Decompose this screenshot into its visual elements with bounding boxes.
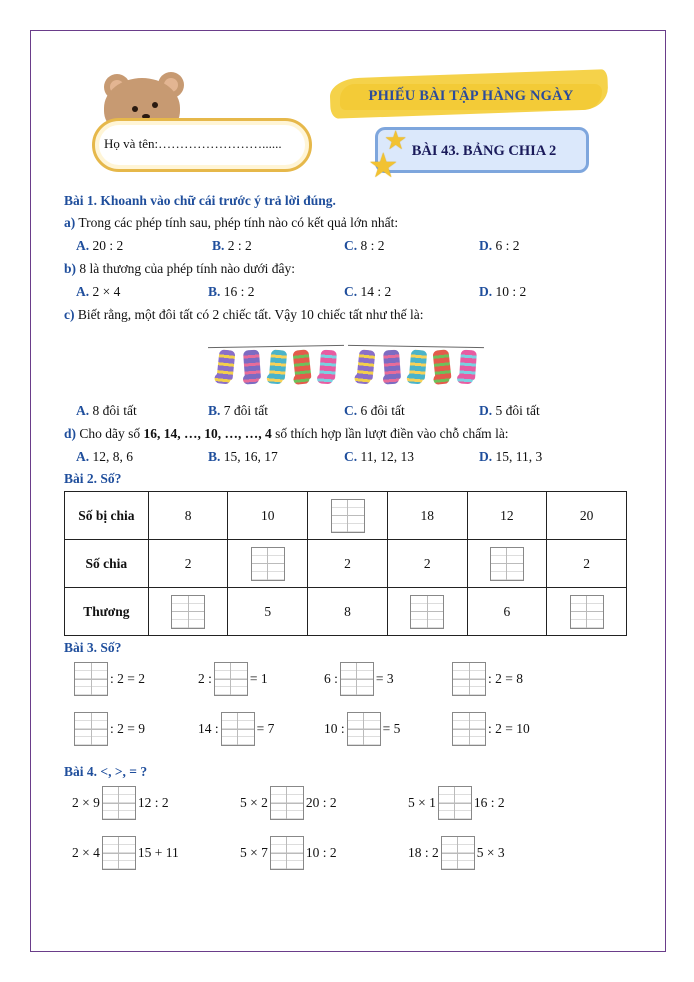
bai1-a-text: Trong các phép tính sau, phép tính nào có kết quả lớn nhất: <box>78 215 399 230</box>
bai1-b-option-c[interactable]: C. 14 : 2 <box>344 284 392 299</box>
answer-box[interactable] <box>74 662 108 696</box>
answer-grid[interactable] <box>410 595 444 629</box>
answer-box[interactable] <box>74 712 108 746</box>
division-exercise <box>72 662 145 696</box>
division-exercise <box>450 662 523 696</box>
table-cell: 2 <box>308 540 388 588</box>
comparison-exercise <box>240 786 337 820</box>
comparison-left: 5 × 7 <box>240 845 268 860</box>
table-cell: 2 <box>387 540 467 588</box>
bai1-c-option-b[interactable]: B. 7 đôi tất <box>208 403 269 418</box>
answer-box[interactable] <box>467 540 547 588</box>
bai1-c-option-d[interactable]: D. 5 đôi tất <box>479 403 540 418</box>
sheet-title: PHIẾU BÀI TẬP HÀNG NGÀY <box>368 88 574 104</box>
answer-box[interactable] <box>452 662 486 696</box>
comparison-right: 20 : 2 <box>305 795 337 810</box>
bai1-d-sequence: 16, 14, …, 10, …, …, 4 <box>143 426 272 441</box>
comparison-exercise <box>408 786 505 820</box>
bai1-c-label: c) <box>64 307 75 322</box>
compare-box[interactable] <box>270 836 304 870</box>
table-cell: 10 <box>228 492 308 540</box>
table-cell: 5 <box>228 588 308 636</box>
comparison-left: 2 × 4 <box>72 845 100 860</box>
bai1-d-option-c[interactable]: C. 11, 12, 13 <box>344 449 414 464</box>
bai1-a-option-d[interactable]: D. 6 : 2 <box>479 238 520 253</box>
exercise-left: 2 : <box>198 671 212 686</box>
answer-box[interactable] <box>221 712 255 746</box>
comparison-left: 18 : 2 <box>408 845 439 860</box>
bai1-d-option-a[interactable]: A. 12, 8, 6 <box>76 449 133 464</box>
table-cell: 20 <box>547 492 627 540</box>
answer-box[interactable] <box>452 712 486 746</box>
lesson-title: BÀI 43. BẢNG CHIA 2 <box>411 143 557 159</box>
bai1-title: Bài 1. Khoanh vào chữ cái trước ý trả lời đúng. <box>64 193 336 208</box>
exercise-right: = 5 <box>382 721 401 736</box>
answer-box[interactable] <box>387 588 467 636</box>
exercise-right: = 7 <box>256 721 275 736</box>
bai3-title: Bài 3. Số? <box>64 640 122 655</box>
comparison-right: 10 : 2 <box>305 845 337 860</box>
table-row <box>65 492 627 540</box>
table-row <box>65 588 627 636</box>
bai1-a-option-c[interactable]: C. 8 : 2 <box>344 238 385 253</box>
bai1-d-option-b[interactable]: B. 15, 16, 17 <box>208 449 278 464</box>
bai1-c-text: Biết rằng, một đôi tất có 2 chiếc tất. Vậy 10 chiếc tất như thế là: <box>77 307 424 322</box>
comparison-right: 12 : 2 <box>137 795 169 810</box>
compare-box[interactable] <box>102 786 136 820</box>
bai1-c-option-a[interactable]: A. 8 đôi tất <box>76 403 137 418</box>
division-exercise <box>198 712 274 746</box>
name-field[interactable]: Họ và tên:……………………...... <box>104 136 282 151</box>
answer-box[interactable] <box>347 712 381 746</box>
comparison-exercise <box>72 836 179 870</box>
answer-grid[interactable] <box>570 595 604 629</box>
bai2-title: Bài 2. Số? <box>64 471 122 486</box>
bai1-a-option-a[interactable]: A. 20 : 2 <box>76 238 124 253</box>
star-icon: ★ <box>368 148 399 185</box>
exercise-right: : 2 = 10 <box>488 721 530 736</box>
compare-box[interactable] <box>438 786 472 820</box>
comparison-right: 5 × 3 <box>476 845 505 860</box>
row-header: Thương <box>65 588 149 636</box>
table-cell: 2 <box>547 540 627 588</box>
comparison-left: 2 × 9 <box>72 795 100 810</box>
comparison-right: 15 + 11 <box>137 845 179 860</box>
answer-grid[interactable] <box>251 547 285 581</box>
bai1-b-option-a[interactable]: A. 2 × 4 <box>76 284 121 299</box>
row-header: Số bị chia <box>65 492 149 540</box>
bai1-b-label: b) <box>64 261 77 276</box>
answer-grid[interactable] <box>331 499 365 533</box>
answer-box[interactable] <box>340 662 374 696</box>
table-cell: 2 <box>148 540 228 588</box>
table-cell: 18 <box>387 492 467 540</box>
exercise-right: = 3 <box>375 671 394 686</box>
table-cell: 8 <box>308 588 388 636</box>
answer-grid[interactable] <box>171 595 205 629</box>
table-cell: 12 <box>467 492 547 540</box>
bai1-c-question <box>64 307 423 323</box>
division-exercise <box>324 712 400 746</box>
comparison-right: 16 : 2 <box>473 795 505 810</box>
bai1-b-option-b[interactable]: B. 16 : 2 <box>208 284 255 299</box>
division-exercise <box>450 712 530 746</box>
bai1-d-option-d[interactable]: D. 15, 11, 3 <box>479 449 543 464</box>
bai1-a-option-b[interactable]: B. 2 : 2 <box>212 238 252 253</box>
bai1-a-question <box>64 215 398 231</box>
division-exercise <box>198 662 268 696</box>
row-header: Số chia <box>65 540 149 588</box>
bai1-b-question <box>64 261 295 277</box>
bai1-d-text-post: số thích hợp lần lượt điền vào chỗ chấm là: <box>271 426 509 441</box>
division-exercise <box>324 662 394 696</box>
bai1-d-label: d) <box>64 426 77 441</box>
answer-box[interactable] <box>214 662 248 696</box>
compare-box[interactable] <box>441 836 475 870</box>
bai1-d-text-pre: Cho dãy số <box>79 426 144 441</box>
bai2-table <box>64 491 627 636</box>
star-icon: ★ <box>384 126 408 155</box>
bai1-b-text: 8 là thương của phép tính nào dưới đây: <box>79 261 296 276</box>
compare-box[interactable] <box>270 786 304 820</box>
comparison-left: 5 × 2 <box>240 795 268 810</box>
bai4-title: Bài 4. <, >, = ? <box>64 764 148 779</box>
answer-grid[interactable] <box>490 547 524 581</box>
exercise-right: : 2 = 9 <box>110 721 145 736</box>
answer-box[interactable] <box>148 588 228 636</box>
division-exercise <box>72 712 145 746</box>
table-cell: 6 <box>467 588 547 636</box>
bai1-d-question <box>64 426 509 442</box>
bai1-a-label: a) <box>64 215 76 230</box>
exercise-right: : 2 = 8 <box>488 671 523 686</box>
compare-box[interactable] <box>102 836 136 870</box>
answer-box[interactable] <box>228 540 308 588</box>
bai1-b-option-d[interactable]: D. 10 : 2 <box>479 284 527 299</box>
exercise-left: 6 : <box>324 671 338 686</box>
answer-box[interactable] <box>547 588 627 636</box>
bai1-c-option-c[interactable]: C. 6 đôi tất <box>344 403 405 418</box>
exercise-right: : 2 = 2 <box>110 671 145 686</box>
comparison-exercise <box>408 836 505 870</box>
table-cell: 8 <box>148 492 228 540</box>
comparison-left: 5 × 1 <box>408 795 436 810</box>
exercise-left: 10 : <box>324 721 345 736</box>
answer-box[interactable] <box>308 492 388 540</box>
exercise-right: = 1 <box>249 671 268 686</box>
comparison-exercise <box>240 836 337 870</box>
table-row <box>65 540 627 588</box>
comparison-exercise <box>72 786 169 820</box>
exercise-left: 14 : <box>198 721 219 736</box>
